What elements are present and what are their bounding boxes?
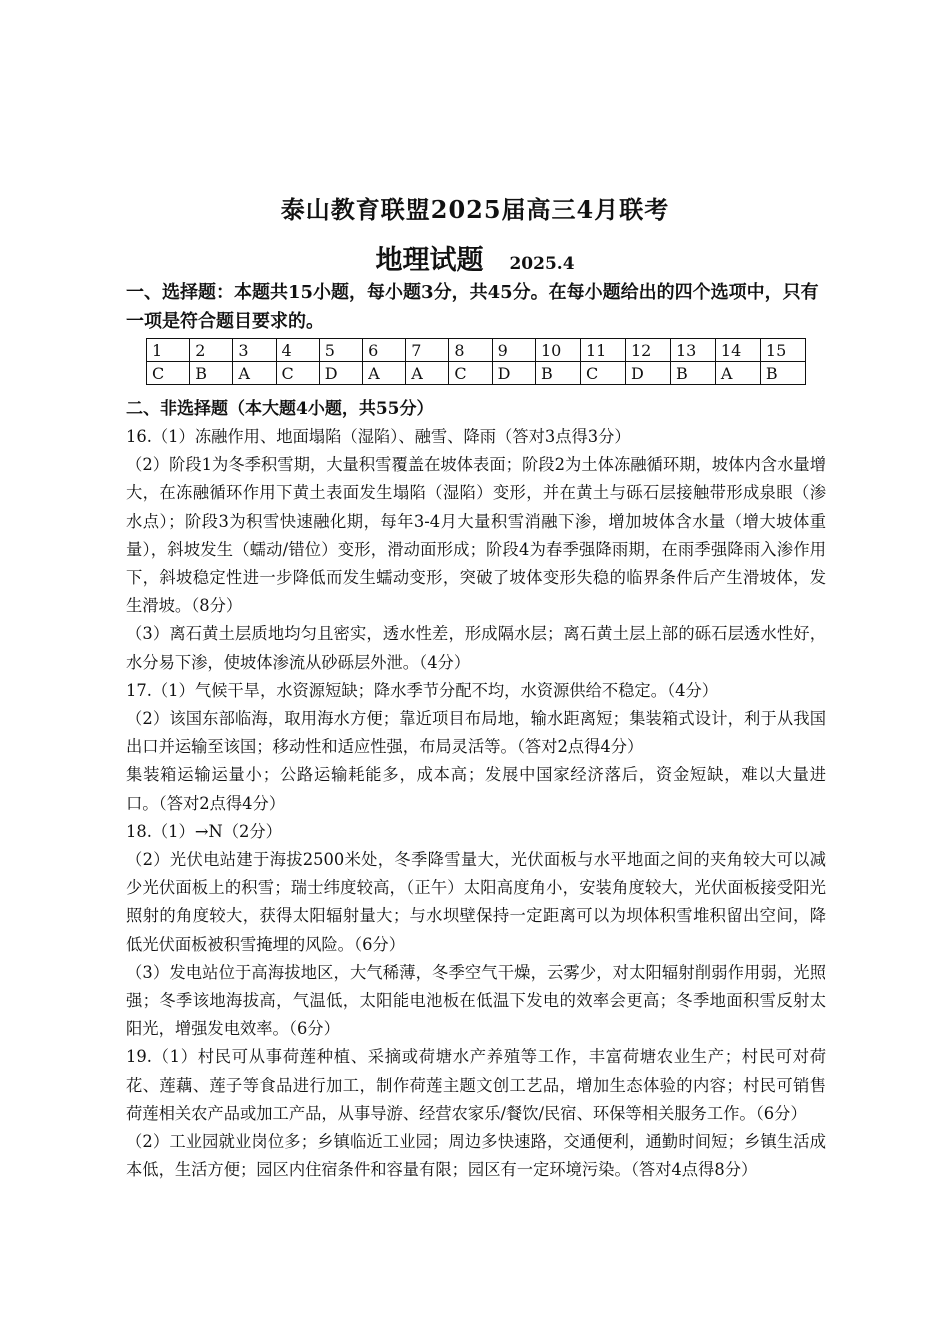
- answer-cell: C: [449, 362, 492, 385]
- question-number: 5: [319, 339, 362, 362]
- answer-paragraph: 18.（1）→N（2分）: [126, 821, 282, 841]
- answer-cell: D: [319, 362, 362, 385]
- answer-body: [126, 423, 826, 1184]
- answer-cell: D: [492, 362, 535, 385]
- question-number: 10: [535, 339, 580, 362]
- question-number: 9: [492, 339, 535, 362]
- answer-cell: A: [406, 362, 449, 385]
- answer-cell: B: [190, 362, 233, 385]
- answer-paragraph: （2）光伏电站建于海拔2500米处，冬季降雪量大，光伏面板与水平地面之间的夹角较大可以减少光伏面板上的积雪；瑞士纬度较高，（正午）太阳高度角小，安装角度较大，光伏面板接受阳光照射的角度较大，获得太阳辐射量大；与水坝壁保持一定距离可以为坝体积雪堆积留出空间，降低光伏面板被积雪掩埋的风险。（6分）: [126, 850, 826, 954]
- answer-paragraph: （2）阶段1为冬季积雪期，大量积雪覆盖在坡体表面；阶段2为土体冻融循环期，坡体内含水量增大，在冻融循环作用下黄土表面发生塌陷（湿陷）变形，并在黄土与砾石层接触带形成泉眼（渗水点）；阶段3为积雪快速融化期，每年3-4月大量积雪消融下渗，增加坡体含水量（增大坡体重量），斜坡发生（蠕动/错位）变形，滑动面形成；阶段4为春季强降雨期，在雨季强降雨入渗作用下，斜坡稳定性进一步降低而发生蠕动变形，突破了坡体变形失稳的临界条件后产生滑坡体，发生滑坡。（8分）: [126, 455, 826, 616]
- answer-table: [146, 338, 806, 385]
- question-number: 6: [363, 339, 406, 362]
- section1-heading: 一、选择题：本题共15小题，每小题3分，共45分。在每小题给出的四个选项中，只有一项是符合题目要求的。: [126, 282, 819, 332]
- exam-title: 泰山教育联盟2025届高三4月联考: [280, 195, 670, 224]
- answer-table-number-row: [147, 339, 806, 362]
- answer-paragraph: 集装箱运输运量小；公路运输耗能多，成本高；发展中国家经济落后，资金短缺，难以大量进口。（答对2点得4分）: [126, 765, 826, 813]
- answer-cell: C: [147, 362, 190, 385]
- section2-heading: 二、非选择题（本大题4小题，共55分）: [126, 399, 434, 419]
- question-number: 15: [760, 339, 805, 362]
- exam-date: 2025.4: [509, 254, 575, 274]
- subject-title: [0, 238, 950, 277]
- answer-cell: B: [670, 362, 715, 385]
- subject-name: 地理试题: [375, 245, 484, 276]
- answer-cell: C: [580, 362, 625, 385]
- answer-cell: B: [760, 362, 805, 385]
- answer-paragraph: 16.（1）冻融作用、地面塌陷（湿陷）、融雪、降雨（答对3点得3分）: [126, 427, 631, 446]
- question-number: 13: [670, 339, 715, 362]
- answer-cell: C: [276, 362, 319, 385]
- answer-cell: D: [625, 362, 670, 385]
- question-number: 3: [233, 339, 276, 362]
- question-number: 4: [276, 339, 319, 362]
- answer-paragraph: （3）发电站位于高海拔地区，大气稀薄，冬季空气干燥，云雾少，对太阳辐射削弱作用弱，光照强；冬季该地海拔高，气温低，太阳能电池板在低温下发电的效率会更高；冬季地面积雪反射太阳光，增强发电效率。（6分）: [126, 962, 826, 1039]
- answer-paragraph: （2）该国东部临海，取用海水方便；靠近项目布局地，输水距离短；集装箱式设计，利于从我国出口并运输至该国；移动性和适应性强，布局灵活等。（答对2点得4分）: [126, 709, 826, 757]
- question-number: 12: [625, 339, 670, 362]
- question-number: 2: [190, 339, 233, 362]
- answer-paragraph: （3）离石黄土层质地均匀且密实，透水性差，形成隔水层；离石黄土层上部的砾石层透水性好，水分易下渗，使坡体渗流从砂砾层外泄。（4分）: [126, 624, 826, 672]
- answer-paragraph: 17.（1）气候干旱，水资源短缺；降水季节分配不均，水资源供给不稳定。（4分）: [126, 680, 719, 700]
- question-number: 8: [449, 339, 492, 362]
- answer-cell: A: [363, 362, 406, 385]
- question-number: 14: [715, 339, 760, 362]
- answer-paragraph: 19.（1）村民可从事荷莲种植、采摘或荷塘水产养殖等工作，丰富荷塘农业生产；村民可对荷花、莲藕、莲子等食品进行加工，制作荷莲主题文创工艺品，增加生态体验的内容；村民可销售荷莲相关农产品或加工产品，从事导游、经营农家乐/餐饮/民宿、环保等相关服务工作。（6分）: [126, 1047, 826, 1123]
- question-number: 1: [147, 339, 190, 362]
- answer-table-answer-row: [147, 362, 806, 385]
- answer-cell: B: [535, 362, 580, 385]
- question-number: 7: [406, 339, 449, 362]
- answer-cell: A: [715, 362, 760, 385]
- answer-paragraph: （2）工业园就业岗位多；乡镇临近工业园；周边多快速路，交通便利，通勤时间短；乡镇生活成本低，生活方便；园区内住宿条件和容量有限；园区有一定环境污染。（答对4点得8分）: [126, 1132, 826, 1180]
- question-number: 11: [580, 339, 625, 362]
- answer-cell: A: [233, 362, 276, 385]
